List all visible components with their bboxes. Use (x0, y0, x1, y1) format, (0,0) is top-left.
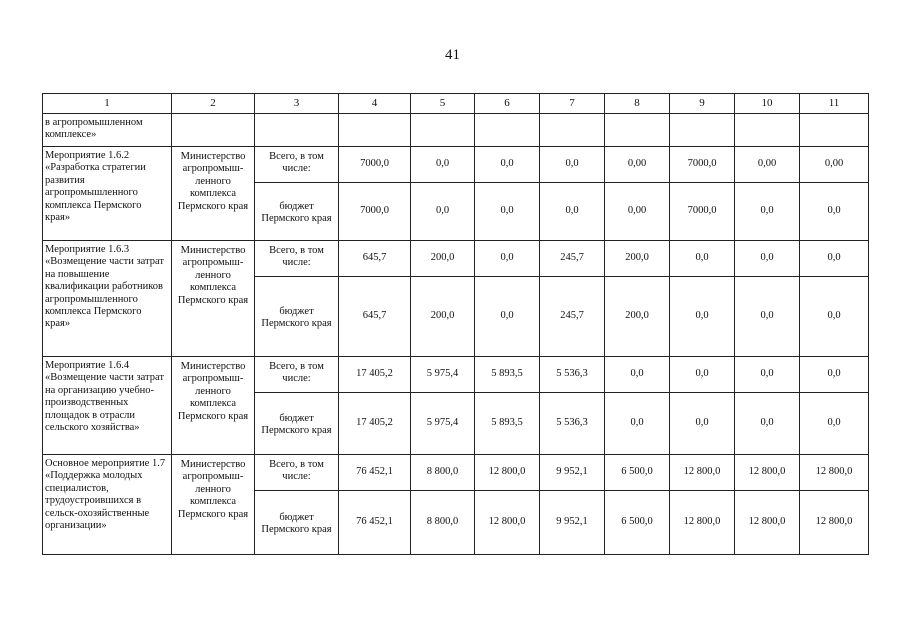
value-cell: 0,0 (475, 241, 540, 277)
funding-source: Всего, в том числе: (255, 455, 339, 491)
value-cell: 0,00 (605, 183, 670, 241)
funding-source: Всего, в том числе: (255, 147, 339, 183)
value-cell: 245,7 (540, 277, 605, 357)
value-cell: 7000,0 (670, 147, 735, 183)
table-row (43, 241, 869, 277)
value-cell: 7000,0 (339, 183, 411, 241)
column-header: 2 (172, 94, 255, 114)
continuation-text: в агропромышленном комплексе» (43, 114, 172, 147)
executor-name: Министерство агропромыш-ленного комплекса Пермского края (172, 241, 255, 357)
column-header: 4 (339, 94, 411, 114)
executor-name: Министерство агропромыш-ленного комплекса Пермского края (172, 455, 255, 555)
activity-name: Основное мероприятие 1.7 «Поддержка молодых специалистов, трудоустроившихся в сельск-охозяйственные организации» (43, 455, 172, 555)
value-cell: 0,0 (540, 183, 605, 241)
value-cell: 8 800,0 (411, 491, 475, 555)
activity-name: Мероприятие 1.6.3 «Возмещение части затрат на повышение квалификации работников агропромышленного комплекса Пермского края» (43, 241, 172, 357)
continuation-row (43, 114, 869, 147)
value-cell: 0,0 (605, 357, 670, 393)
value-cell: 12 800,0 (475, 491, 540, 555)
value-cell: 0,0 (735, 277, 800, 357)
page-number: 41 (445, 47, 460, 63)
value-cell: 0,0 (670, 393, 735, 455)
funding-source: бюджет Пермского края (255, 393, 339, 455)
column-header: 5 (411, 94, 475, 114)
value-cell: 645,7 (339, 241, 411, 277)
value-cell: 5 893,5 (475, 393, 540, 455)
value-cell: 7000,0 (670, 183, 735, 241)
executor-name: Министерство агропромыш-ленного комплекса Пермского края (172, 147, 255, 241)
value-cell: 0,0 (735, 357, 800, 393)
value-cell: 0,0 (800, 357, 869, 393)
value-cell: 0,0 (800, 183, 869, 241)
funding-source: бюджет Пермского края (255, 183, 339, 241)
table-row (43, 357, 869, 393)
value-cell: 200,0 (605, 277, 670, 357)
value-cell: 12 800,0 (800, 455, 869, 491)
value-cell: 200,0 (411, 241, 475, 277)
value-cell: 5 975,4 (411, 393, 475, 455)
column-header: 10 (735, 94, 800, 114)
value-cell: 76 452,1 (339, 491, 411, 555)
value-cell: 12 800,0 (735, 455, 800, 491)
value-cell: 0,0 (411, 147, 475, 183)
value-cell: 12 800,0 (670, 455, 735, 491)
value-cell: 245,7 (540, 241, 605, 277)
value-cell: 0,0 (800, 241, 869, 277)
value-cell: 5 536,3 (540, 357, 605, 393)
column-header: 6 (475, 94, 540, 114)
value-cell: 9 952,1 (540, 491, 605, 555)
value-cell: 645,7 (339, 277, 411, 357)
value-cell: 6 500,0 (605, 455, 670, 491)
budget-table (42, 93, 869, 555)
value-cell: 17 405,2 (339, 357, 411, 393)
funding-source: бюджет Пермского края (255, 491, 339, 555)
value-cell: 200,0 (605, 241, 670, 277)
column-header: 7 (540, 94, 605, 114)
value-cell: 0,0 (735, 393, 800, 455)
column-header: 11 (800, 94, 869, 114)
column-header: 9 (670, 94, 735, 114)
funding-source: бюджет Пермского края (255, 277, 339, 357)
value-cell: 0,00 (605, 147, 670, 183)
value-cell: 0,0 (670, 357, 735, 393)
activity-name: Мероприятие 1.6.4 «Возмещение части затрат на организацию учебно-производственных площадок в отрасли сельского хозяйства» (43, 357, 172, 455)
value-cell: 76 452,1 (339, 455, 411, 491)
value-cell: 0,0 (540, 147, 605, 183)
value-cell: 5 893,5 (475, 357, 540, 393)
value-cell: 0,0 (475, 183, 540, 241)
value-cell: 0,0 (735, 241, 800, 277)
value-cell: 0,0 (411, 183, 475, 241)
value-cell: 0,0 (735, 183, 800, 241)
value-cell: 0,0 (605, 393, 670, 455)
value-cell: 200,0 (411, 277, 475, 357)
column-header: 1 (43, 94, 172, 114)
value-cell: 0,0 (475, 147, 540, 183)
value-cell: 6 500,0 (605, 491, 670, 555)
value-cell: 0,0 (670, 277, 735, 357)
column-header: 3 (255, 94, 339, 114)
value-cell: 12 800,0 (475, 455, 540, 491)
value-cell: 5 975,4 (411, 357, 475, 393)
activity-name: Мероприятие 1.6.2 «Разработка стратегии развития агропромышленного комплекса Пермского края» (43, 147, 172, 241)
funding-source: Всего, в том числе: (255, 241, 339, 277)
value-cell: 0,0 (800, 393, 869, 455)
value-cell: 5 536,3 (540, 393, 605, 455)
value-cell: 0,00 (800, 147, 869, 183)
column-header: 8 (605, 94, 670, 114)
column-header-row (43, 94, 869, 114)
value-cell: 12 800,0 (800, 491, 869, 555)
value-cell: 8 800,0 (411, 455, 475, 491)
value-cell: 12 800,0 (735, 491, 800, 555)
value-cell: 0,0 (800, 277, 869, 357)
value-cell: 0,00 (735, 147, 800, 183)
table-row (43, 147, 869, 183)
value-cell: 17 405,2 (339, 393, 411, 455)
table-row (43, 455, 869, 491)
funding-source: Всего, в том числе: (255, 357, 339, 393)
value-cell: 9 952,1 (540, 455, 605, 491)
executor-name: Министерство агропромыш-ленного комплекса Пермского края (172, 357, 255, 455)
value-cell: 7000,0 (339, 147, 411, 183)
value-cell: 0,0 (475, 277, 540, 357)
value-cell: 12 800,0 (670, 491, 735, 555)
value-cell: 0,0 (670, 241, 735, 277)
